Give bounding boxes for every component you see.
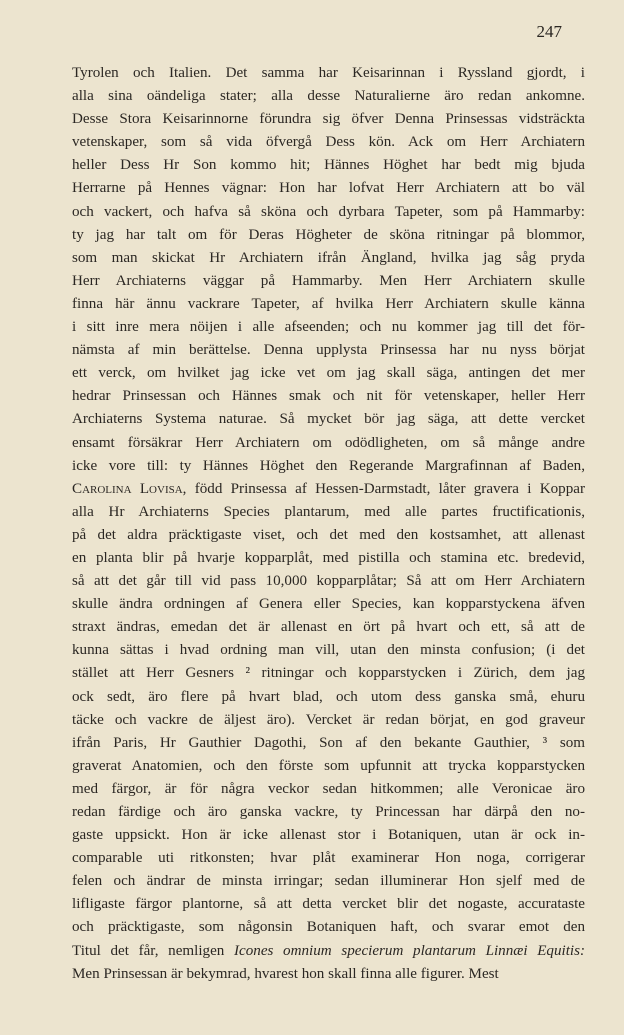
text-line: så att det går till vid pass 10,000 kopparplåtar; Så att om Herr Archiatern (72, 573, 585, 590)
text-line: comparable uti ritkonsten; hvar plåt examinerar Hon noga, corrigerar (72, 850, 585, 867)
text-line: finna här ännu vackrare Tapeter, af hvilka Herr Archiatern skulle känna (72, 295, 585, 312)
text-line: en planta blir på hvarje kopparplåt, med pistilla och stamina etc. bredevid, (72, 549, 585, 566)
text-line-with-title (72, 940, 585, 963)
text-line: stället att Herr Gesners ² ritningar och kopparstycken i Zürich, dem jag (72, 665, 585, 682)
text-line: redan färdige och äro ganska vackre, ty Princessan har därpå den no- (72, 804, 585, 820)
text-line: straxt ändras, emedan det är allenast en ört på hvart och ett, så att de (72, 619, 585, 636)
text-line: Men Prinsessan är bekymrad, hvarest hon skall finna alle figurer. Mest (72, 965, 499, 982)
text-line: täcke och vackre de äljest äro). Vercket är redan börjat, en god graveur (72, 711, 585, 728)
text-line: Herrarne på Hennes vägnar: Hon har lofvat Herr Archiatern att bo väl (72, 180, 585, 197)
text-line: ett verck, om hvilket jag icke vet om jag skall säga, antingen det mer (72, 365, 585, 382)
text-line: alla Hr Archiaterns Species plantarum, med alle partes fructificationis, (72, 503, 585, 520)
text-line: ty jag har talt om för Deras Högheter de sköna ritningar på blommor, (72, 226, 585, 243)
text-line-with-name (72, 478, 585, 501)
text-line: icke vore till: ty Hännes Höghet den Regerande Margrafinnan af Baden, (72, 457, 585, 474)
text-line: alla sina oändeliga stater; alla desse Naturalierne äro redan ankomne. (72, 88, 585, 105)
text-line: Herr Archiaterns väggar på Hammarby. Men Herr Archiatern skulle (72, 272, 585, 289)
text-line: nämsta af min berättelse. Denna upplysta Prinsessa har nu nyss börjat (72, 342, 585, 359)
text-line: ensamt försäkrar Herr Archiatern om odödligheten, om så månge andre (72, 434, 585, 451)
text-line: och vackert, och hafva så sköna och dyrbara Tapeter, som på Hammarby: (72, 203, 585, 220)
text-line: som man skickat Hr Archiatern ifrån Ängland, hvilka jag såg pryda (72, 249, 585, 266)
text-line: lifligaste färgor plantorne, så att detta vercket blir det nogaste, accurataste (72, 896, 585, 913)
text-line: skulle ändra ordningen af Genera eller Species, kan kopparstyckena äfven (72, 596, 585, 613)
page-number: 247 (536, 22, 562, 41)
text-line: gaste uppsickt. Hon är icke allenast stor i Botaniquen, utan är ock in- (72, 827, 585, 844)
body-text (72, 62, 585, 986)
text-line-pre: Titul det får, nemligen (72, 942, 234, 959)
text-line: på det aldra präcktigaste viset, och det med den kostsamhet, att allenast (72, 526, 585, 543)
text-line: ifrån Paris, Hr Gauthier Dagothi, Son af den bekante Gauthier, ³ som (72, 734, 585, 751)
text-line: Desse Stora Keisarinnorne förundra sig öfver Denna Prinsessas vidsträckta (72, 111, 585, 128)
text-line: i sitt inre mera nöijen i alle afseenden; och nu kommer jag till det för- (72, 319, 585, 336)
text-line: heller Dess Hr Son kommo hit; Hännes Höghet har bedt mig bjuda (72, 157, 585, 174)
name-small-caps: Carolina Lovisa, (72, 480, 187, 497)
text-line: graverat Anatomien, och den förste som upfunnit att trycka kopparstycken (72, 757, 585, 774)
text-line: Archiaterns Systema naturae. Så mycket bör jag säga, att dette vercket (72, 411, 585, 428)
text-line: Tyrolen och Italien. Det samma har Keisarinnan i Ryssland gjordt, i (72, 65, 585, 81)
text-line: ock sedt, äro flere på hvart blad, och utom dess ganska små, ehuru (72, 688, 585, 705)
text-line: och präcktigaste, som någonsin Botaniquen haft, och svarar emot den (72, 919, 585, 936)
text-line: kunna sättas i hvad ordning man vill, utan den minsta confusion; (i det (72, 642, 585, 659)
book-title-italic: Icones omnium specierum plantarum Linnæi Equitis: (234, 942, 585, 959)
text-line: hedrar Prinsessan och Hännes smak och nit för vetenskaper, heller Herr (72, 388, 585, 405)
text-line: felen och ändrar de minsta irringar; sedan illuminerar Hon sjelf med de (72, 873, 585, 890)
text-line-rest: född Prinsessa af Hessen-Darmstadt, låter gravera i Koppar (186, 480, 585, 497)
text-line: vetenskaper, som så vida öfvergå Dess kön. Ack om Herr Archiatern (72, 134, 585, 151)
text-line: med färgor, är för några veckor sedan hitkommen; alle Veronicae äro (72, 780, 585, 797)
